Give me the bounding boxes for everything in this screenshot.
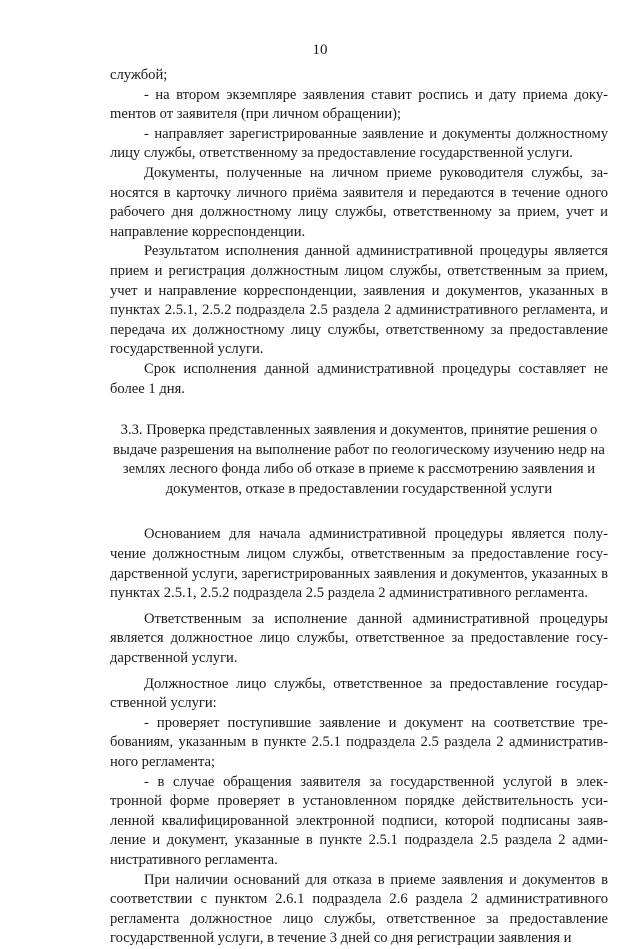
paragraph: Документы, полученные на личном приеме руководителя службы, заносятся в карточку личного приёма заявителя и передаются в течение одного рабочего дня должностному лицу службы, ответственному за прием, учет и направление корреспонденции.: [110, 164, 608, 240]
paragraph: Основанием для начала административной процедуры является получение должностным лицом службы, ответственным за предоставление государственной услуги, зарегистрированных заявления и документов, указанных в пунктах 2.5.1, 2.5.2 подраздела 2.5 раздела 2 административного регламента.: [110, 526, 608, 602]
paragraph: Должностное лицо службы, ответственное за предоставление государственной услуги:: [110, 675, 608, 712]
paragraph: Срок исполнения данной административной процедуры составляет не более 1 дня.: [110, 360, 608, 397]
document-body: [110, 66, 608, 949]
paragraph: - в случае обращения заявителя за государственной услугой в электронной форме проверяет в установленном порядке действительность усиленной квалифицированной электронной подписи, которой подписаны заявление и документ, указанные в пункте 2.5.1 подраздела 2.5 раздела 2 административного регламента.: [110, 773, 608, 868]
paragraph: - на втором экземпляре заявления ставит роспись и дату приема докуmентов от заявителя (при личном обращении);: [110, 86, 608, 123]
paragraph: службой;: [110, 67, 168, 83]
paragraph: - направляет зарегистрированные заявление и документы должностному лицу службы, ответственному за предоставление государственной услуги.: [110, 125, 608, 162]
paragraph: Результатом исполнения данной административной процедуры является прием и регистрация должностным лицом службы, ответственным за прием, учет и направление корреспонденции, заявления и документов, указанных в пунктах 2.5.1, 2.5.2 подраздела 2.5 раздела 2 административного регламента, и передача их должностному лицу службы, ответственному за предоставление государственной услуги.: [110, 243, 608, 358]
paragraph: При наличии оснований для отказа в приеме заявления и документов в соответствии с пунктом 2.6.1 подраздела 2.6 раздела 2 административного регламента должностное лицо службы, ответственное за предоставление государственной услуги, в течение 3 дней со дня регистрации заявления и: [110, 871, 608, 947]
page-number: 10: [312, 42, 328, 58]
paragraph: Ответственным за исполнение данной административной процедуры является должностное лицо службы, ответственное за предоставление государственной услуги.: [110, 610, 608, 667]
paragraph: - проверяет поступившие заявление и документ на соответствие требованиям, указанным в пункте 2.5.1 подраздела 2.5 раздела 2 административного регламента;: [110, 714, 608, 770]
section-heading: 3.3. Проверка представленных заявления и документов, принятие решения о выдаче разрешения на выполнение работ по геологическому изучению недр на землях лесного фонда либо об отказе в приеме к рассмотрению заявления и документов, отказе в предоставлении государственной услуги: [113, 422, 605, 497]
